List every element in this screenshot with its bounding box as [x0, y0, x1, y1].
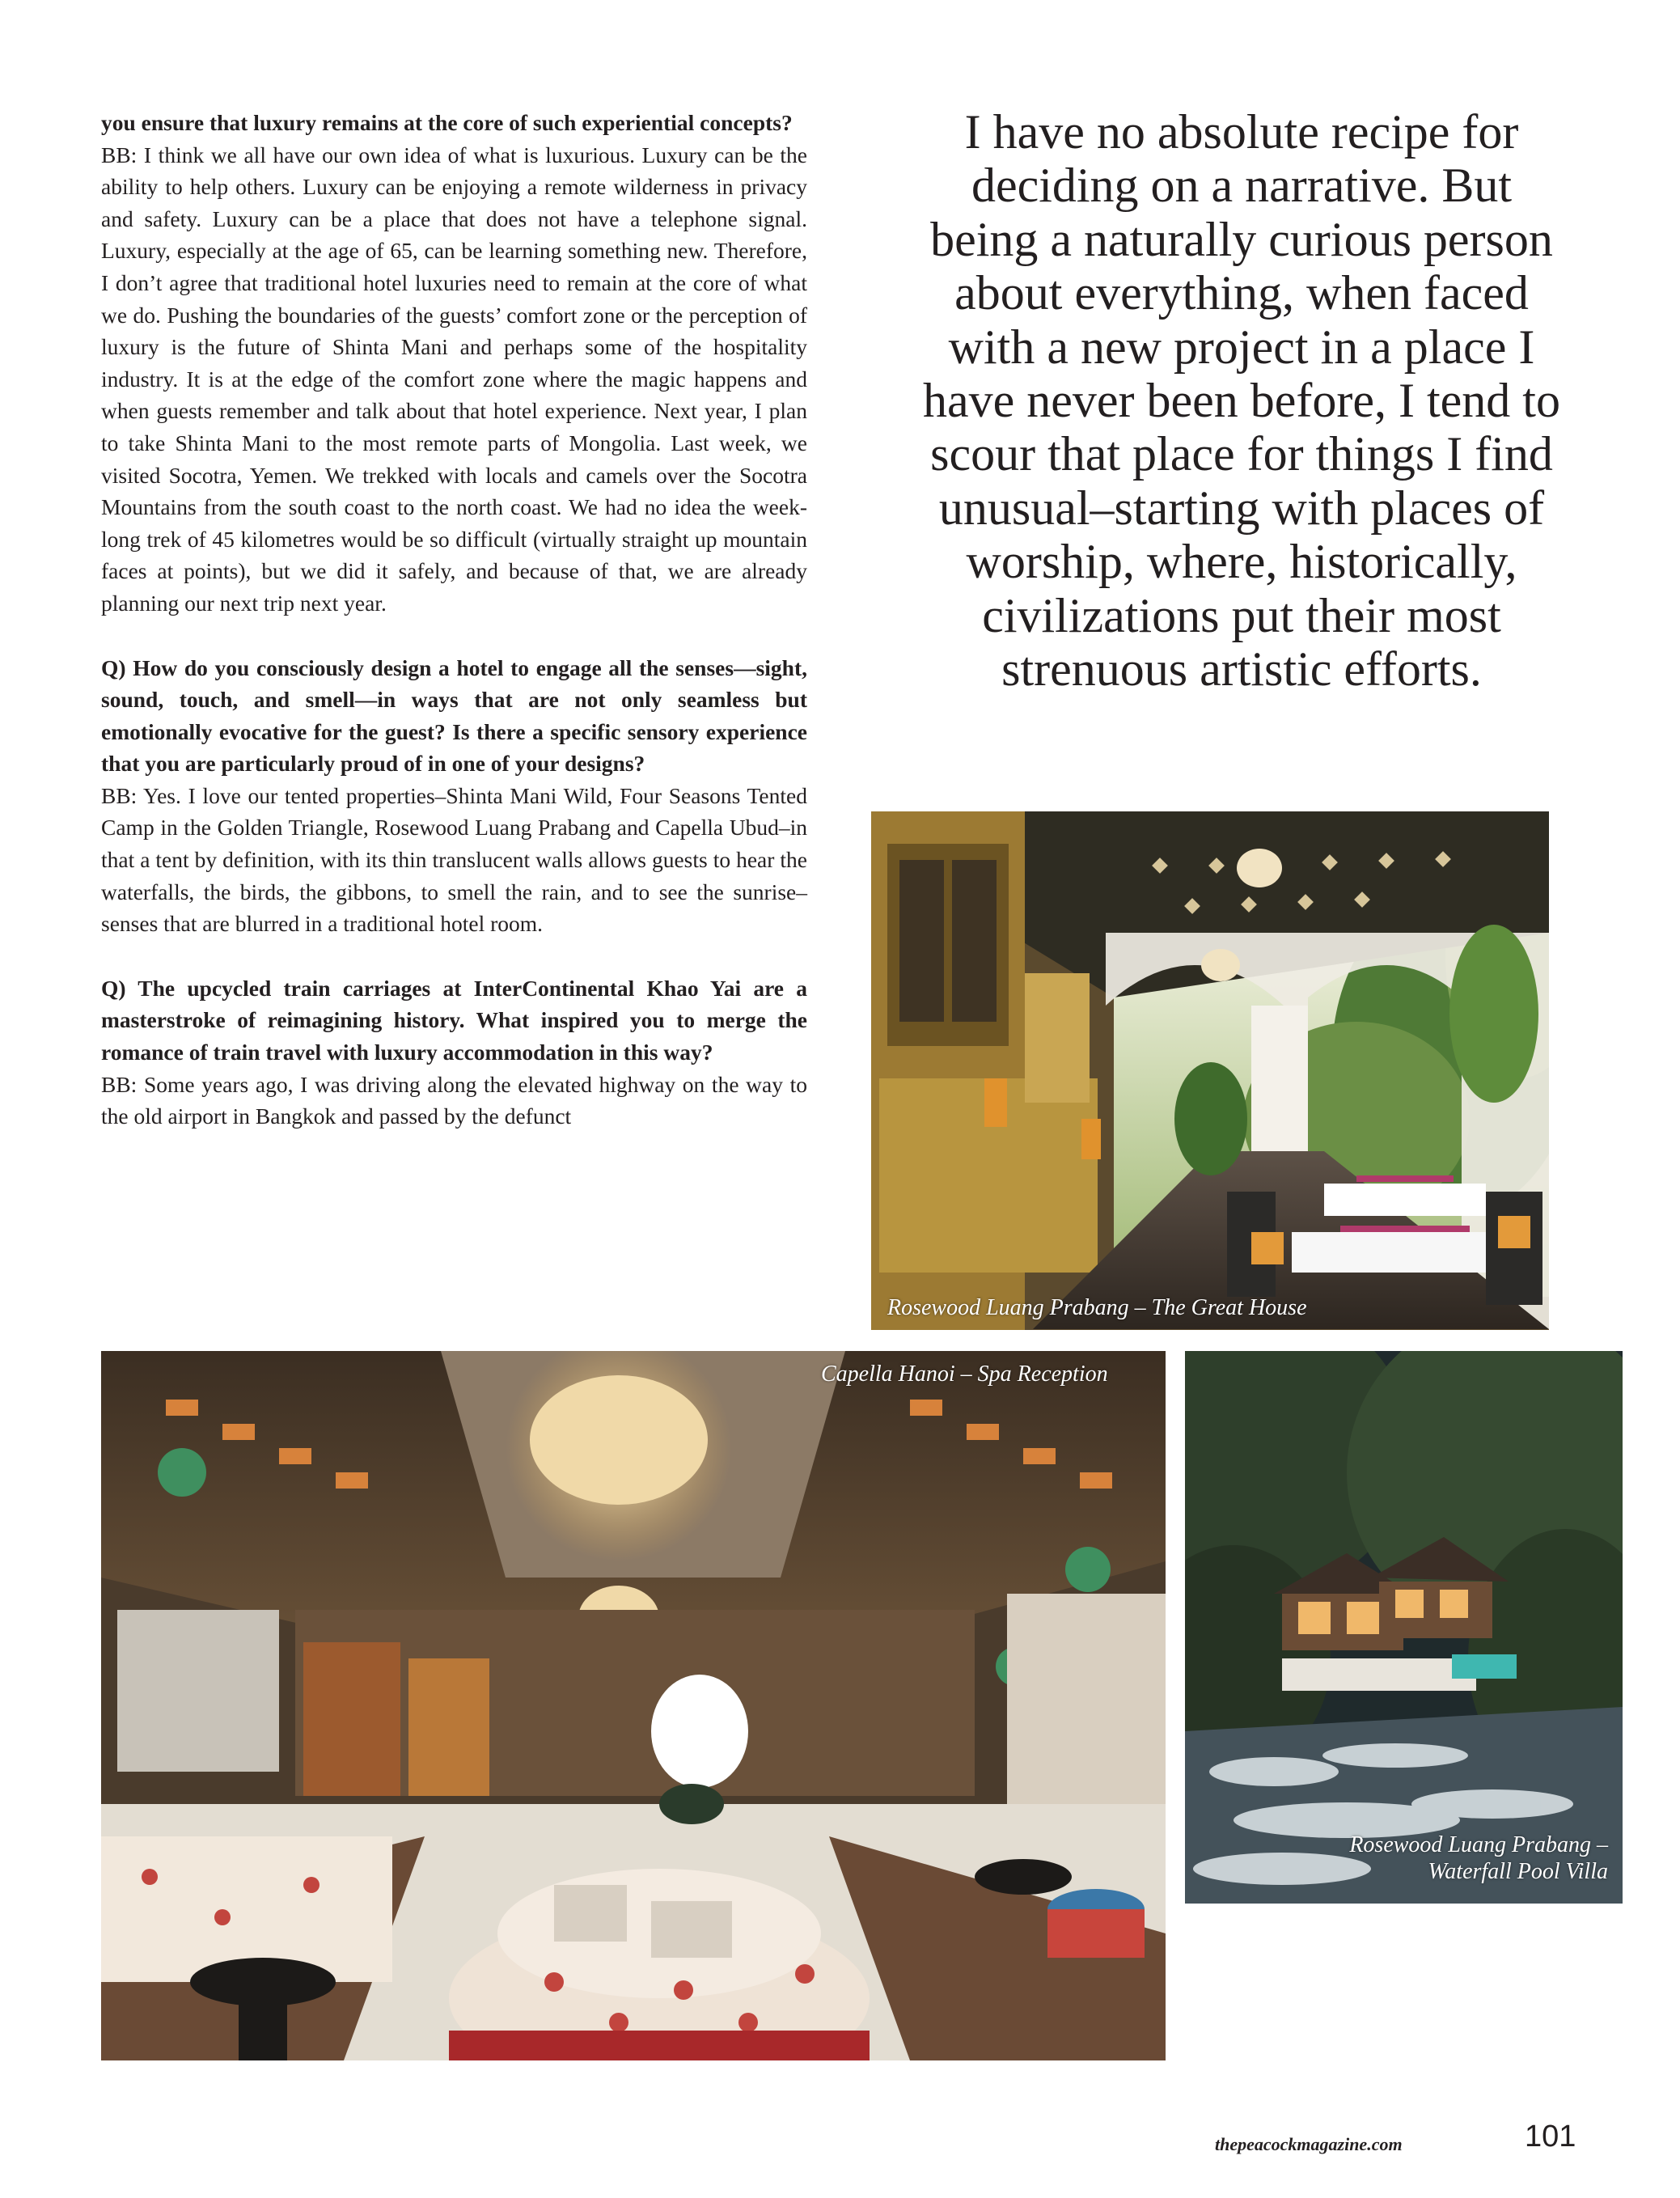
answer-paragraph: BB: Some years ago, I was driving along the elevated highway on the way to the old airport in Bangkok and passed by the defunct: [101, 1071, 807, 1129]
great-house-photo: [871, 811, 1549, 1330]
spa-illustration: [101, 1351, 1166, 2060]
photo-caption: [1313, 1832, 1608, 1885]
spa-reception-photo: [101, 1351, 1166, 2060]
article-body: [101, 107, 807, 1133]
pull-quote: I have no absolute recipe for deciding on a narrative. But being a naturally curious person about everything, when faced with a new project in a place I have never been before, I tend to scour that place for things I find unusual–starting with places of worship, where, historically, civilizations put their most strenuous artistic efforts.: [923, 105, 1560, 697]
question-heading: Q) The upcycled train carriages at InterContinental Khao Yai are a masterstroke of reimagining history. What inspired you to merge the romance of train travel with luxury accommodation in this way?: [101, 975, 807, 1065]
photo-caption: Capella Hanoi – Spa Reception: [821, 1362, 1108, 1387]
question-tail: you ensure that luxury remains at the core of such experiential concepts?: [101, 110, 793, 135]
caption-line: Rosewood Luang Prabang –: [1349, 1832, 1608, 1857]
answer-paragraph: BB: Yes. I love our tented properties–Shinta Mani Wild, Four Seasons Tented Camp in the Golden Triangle, Rosewood Luang Prabang and Capella Ubud–in that a tent by definition, with its thin translucent walls allows guests to hear the waterfalls, the birds, the gibbons, to smell the rain, and to see the sunrise–senses that are blurred in a traditional hotel room.: [101, 782, 807, 937]
waterfall-illustration: [1185, 1351, 1623, 1904]
question-heading: Q) How do you consciously design a hotel to engage all the senses—sight, sound, touch, and smell—in ways that are not only seamless but emotionally evocative for the guest? Is there a specific sensory experience that you are particularly proud of in one of your designs?: [101, 654, 807, 777]
caption-line: Waterfall Pool Villa: [1428, 1859, 1608, 1884]
veranda-illustration: [871, 811, 1549, 1330]
answer-paragraph: BB: I think we all have our own idea of what is luxurious. Luxury can be the ability to help others. Luxury can be enjoying a remote wilderness in privacy and safety. Luxury can be a place that does not have a telephone signal. Luxury, especially at the age of 65, can be learning something new. Therefore, I don’t agree that traditional hotel luxuries need to remain at the core of what we do. Pushing the boundaries of the guests’ comfort zone or the perception of luxury is the future of Shinta Mani and perhaps some of the hospitality industry. It is at the edge of the comfort zone where the magic happens and when guests remember and talk about that hotel experience. Next year, I plan to take Shinta Mani to the most remote parts of Mongolia. Last week, we visited Socotra, Yemen. We trekked with locals and camels over the Socotra Mountains from the south coast to the north coast. We had no idea the week-long trek of 45 kilometres would be so difficult (virtually straight up mountain faces at points), but we did it safely, and because of that, we are already planning our next trip next year.: [101, 142, 807, 616]
magazine-website: thepeacockmagazine.com: [1215, 2134, 1403, 2154]
photo-caption: Rosewood Luang Prabang – The Great House: [887, 1295, 1307, 1320]
pool-villa-photo: [1185, 1351, 1623, 1904]
page-number: 101: [1525, 2120, 1576, 2154]
